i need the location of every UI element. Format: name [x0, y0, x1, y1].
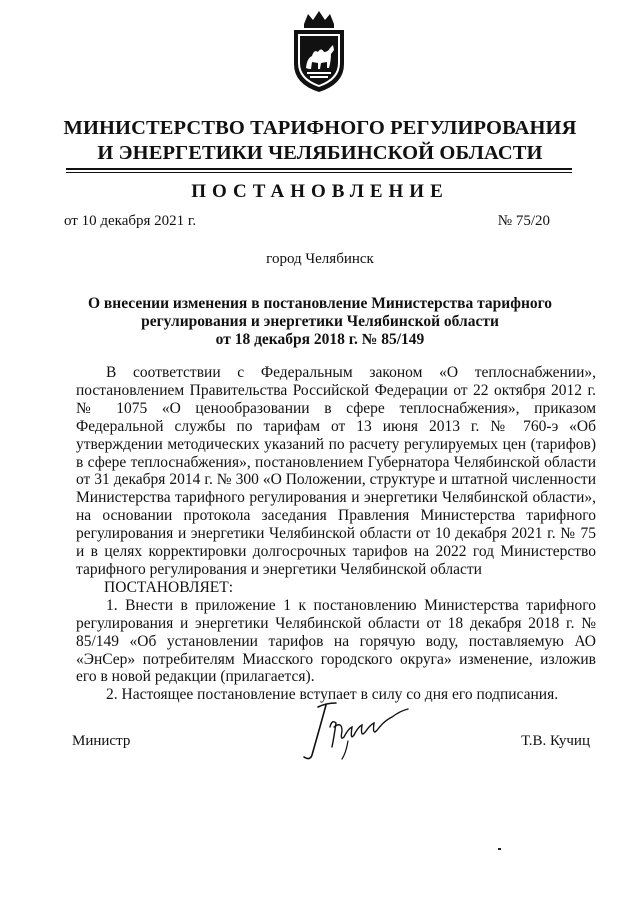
subject-line-3: от 18 декабря 2018 г. № 85/149 — [215, 331, 425, 348]
document-number: № 75/20 — [497, 213, 550, 229]
header-divider-thin — [66, 172, 572, 173]
subject-line-1: О внесении изменения в постановление Министерства тарифного — [87, 295, 553, 312]
scan-speck — [498, 848, 501, 850]
signatory-position: Министр — [72, 733, 131, 749]
document-body — [76, 364, 596, 704]
resolve-heading: ПОСТАНОВЛЯЕТ: — [104, 578, 234, 596]
handwritten-signature — [296, 697, 416, 765]
organization-title-line-1: МИНИСТЕРСТВО ТАРИФНОГО РЕГУЛИРОВАНИЯ — [63, 117, 577, 139]
item-1-paragraph: 1. Внести в приложение 1 к постановлению Министерства тарифного регулирования и энергетики Челябинской области от 18 декабря 2018 г. № 85/149 «Об установлении тарифов на горячую воду, поставляемую АО «ЭнСер» потребителям Миасского городского округа» изменение, изложив его в новой редакции (прилагается). — [76, 596, 596, 686]
document-type: ПОСТАНОВЛЕНИЕ — [191, 181, 449, 202]
header-divider-thick — [66, 168, 572, 170]
preamble-paragraph: В соответствии с Федеральным законом «О теплоснабжении», постановлением Правительства Российской Федерации от 22 октября 2012 г. № 1075 «О ценообразовании в сфере теплоснабжения», приказом Федеральной службы по тарифам от 13 июня 2013 г. № 760-э «Об утверждении методических указаний по расчету регулируемых цен (тарифов) в сфере теплоснабжения», постановлением Губернатора Челябинской области от 31 декабря 2014 г. № 300 «О Положении, структуре и штатной численности Министерства тарифного регулирования и энергетики Челябинской области», на основании протокола заседания Правления Министерства тарифного регулирования и энергетики Челябинской области от 10 декабря 2021 г. № 75 и в целях корректировки долгосрочных тарифов на 2022 год Министерство тарифного регулирования и энергетики Челябинской области — [76, 364, 596, 578]
signatory-name: Т.В. Кучиц — [521, 733, 590, 749]
organization-title-line-2: И ЭНЕРГЕТИКИ ЧЕЛЯБИНСКОЙ ОБЛАСТИ — [97, 142, 543, 164]
subject-line-2: регулирования и энергетики Челябинской области — [141, 313, 499, 330]
coat-of-arms-icon — [286, 8, 352, 94]
document-city: город Челябинск — [266, 251, 374, 267]
document-subject — [80, 295, 560, 349]
item-2-paragraph: 2. Настоящее постановление вступает в силу со дня его подписания. — [106, 686, 559, 704]
organization-title — [60, 116, 580, 166]
document-date: от 10 декабря 2021 г. — [64, 213, 197, 229]
